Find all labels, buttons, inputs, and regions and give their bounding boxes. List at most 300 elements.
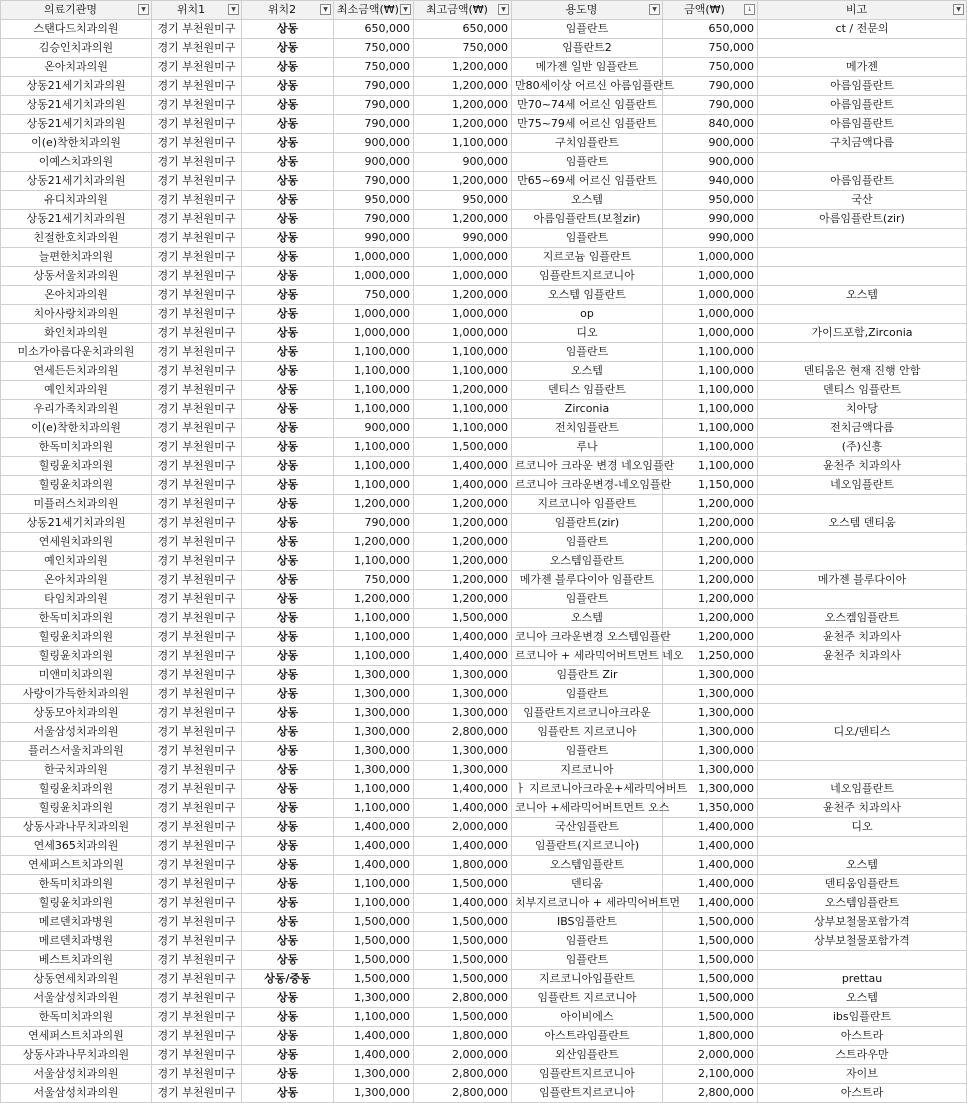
cell-price[interactable]: 1,300,000 [663,704,758,723]
cell-institution[interactable]: 상동사과나무치과의원 [1,1046,152,1065]
cell-usage[interactable]: 메가젠 일반 임플란트 [512,58,663,77]
cell-note[interactable]: 아름임플란트 [758,96,967,115]
cell-location2[interactable]: 상동 [242,96,334,115]
cell-note[interactable]: 덴티움은 현재 진행 안함 [758,362,967,381]
cell-location1[interactable]: 경기 부천원미구 [152,419,242,438]
cell-note[interactable]: 오스템 덴티움 [758,514,967,533]
cell-institution[interactable]: 힐링윤치과의원 [1,647,152,666]
cell-location1[interactable]: 경기 부천원미구 [152,685,242,704]
cell-note[interactable] [758,267,967,286]
cell-location1[interactable]: 경기 부천원미구 [152,970,242,989]
cell-min-price[interactable]: 1,000,000 [334,248,414,267]
cell-institution[interactable]: 스탠다드치과의원 [1,20,152,39]
cell-min-price[interactable]: 990,000 [334,229,414,248]
cell-location2[interactable]: 상동 [242,343,334,362]
cell-min-price[interactable]: 1,400,000 [334,856,414,875]
cell-usage[interactable]: 오스템 [512,362,663,381]
cell-institution[interactable]: 힐링윤치과의원 [1,799,152,818]
cell-usage[interactable]: 임플란트 [512,951,663,970]
cell-usage[interactable]: 전치임플란트 [512,419,663,438]
cell-location2[interactable]: 상동 [242,172,334,191]
cell-location2[interactable]: 상동 [242,115,334,134]
cell-institution[interactable]: 미소가아름다운치과의원 [1,343,152,362]
cell-price[interactable]: 1,200,000 [663,552,758,571]
cell-usage[interactable]: 르코니아 크라운변경-네오임플란 [512,476,663,495]
column-header-location1[interactable] [152,1,242,20]
cell-max-price[interactable]: 2,800,000 [414,1084,512,1103]
cell-note[interactable]: 상부보철물포함가격 [758,913,967,932]
cell-institution[interactable]: 서울삼성치과의원 [1,989,152,1008]
cell-location1[interactable]: 경기 부천원미구 [152,438,242,457]
cell-price[interactable]: 1,300,000 [663,761,758,780]
cell-location2[interactable]: 상동 [242,742,334,761]
cell-location1[interactable]: 경기 부천원미구 [152,134,242,153]
cell-institution[interactable]: 힐링윤치과의원 [1,457,152,476]
cell-institution[interactable]: 한독미치과의원 [1,438,152,457]
cell-location2[interactable]: 상동 [242,210,334,229]
cell-min-price[interactable]: 1,400,000 [334,818,414,837]
cell-institution[interactable]: 상동21세기치과의원 [1,115,152,134]
cell-note[interactable]: ibs임플란트 [758,1008,967,1027]
cell-max-price[interactable]: 1,200,000 [414,381,512,400]
cell-note[interactable]: 아스트라 [758,1027,967,1046]
cell-note[interactable]: 구치금액다름 [758,134,967,153]
cell-location1[interactable]: 경기 부천원미구 [152,20,242,39]
cell-max-price[interactable]: 1,300,000 [414,704,512,723]
cell-location1[interactable]: 경기 부천원미구 [152,191,242,210]
cell-usage[interactable]: 임플란트 [512,590,663,609]
cell-max-price[interactable]: 1,200,000 [414,210,512,229]
cell-price[interactable]: 1,100,000 [663,400,758,419]
cell-price[interactable]: 1,500,000 [663,932,758,951]
cell-max-price[interactable]: 1,500,000 [414,913,512,932]
cell-usage[interactable]: 임플란트 지르코니아 [512,723,663,742]
cell-max-price[interactable]: 1,400,000 [414,837,512,856]
cell-note[interactable]: 윤천주 치과의사 [758,647,967,666]
cell-location2[interactable]: 상동 [242,685,334,704]
cell-max-price[interactable]: 1,200,000 [414,77,512,96]
cell-max-price[interactable]: 1,000,000 [414,324,512,343]
cell-price[interactable]: 1,200,000 [663,495,758,514]
cell-location2[interactable]: 상동 [242,571,334,590]
cell-location2[interactable]: 상동 [242,362,334,381]
cell-institution[interactable]: 온아치과의원 [1,286,152,305]
cell-price[interactable]: 900,000 [663,153,758,172]
cell-min-price[interactable]: 1,000,000 [334,267,414,286]
cell-usage[interactable]: 지르코늄 임플란트 [512,248,663,267]
cell-usage[interactable]: 임플란트 [512,533,663,552]
cell-price[interactable]: 1,200,000 [663,514,758,533]
cell-institution[interactable]: 예인치과의원 [1,381,152,400]
cell-max-price[interactable]: 1,200,000 [414,115,512,134]
cell-location2[interactable]: 상동 [242,267,334,286]
cell-note[interactable]: 아름임플란트 [758,77,967,96]
cell-location2[interactable]: 상동 [242,134,334,153]
cell-institution[interactable]: 우리가족치과의원 [1,400,152,419]
cell-max-price[interactable]: 1,200,000 [414,495,512,514]
filter-dropdown-icon[interactable]: ▼ [228,4,239,15]
cell-price[interactable]: 1,500,000 [663,1008,758,1027]
cell-price[interactable]: 1,100,000 [663,438,758,457]
cell-min-price[interactable]: 1,100,000 [334,875,414,894]
cell-location1[interactable]: 경기 부천원미구 [152,628,242,647]
cell-price[interactable]: 750,000 [663,58,758,77]
cell-location1[interactable]: 경기 부천원미구 [152,723,242,742]
cell-institution[interactable]: 메르덴치과병원 [1,913,152,932]
cell-min-price[interactable]: 1,100,000 [334,381,414,400]
cell-max-price[interactable]: 900,000 [414,153,512,172]
cell-location1[interactable]: 경기 부천원미구 [152,248,242,267]
cell-usage[interactable]: 임플란트 [512,685,663,704]
cell-price[interactable]: 900,000 [663,134,758,153]
cell-price[interactable]: 1,150,000 [663,476,758,495]
cell-max-price[interactable]: 1,800,000 [414,856,512,875]
cell-usage[interactable]: 임플란트 [512,20,663,39]
cell-max-price[interactable]: 1,300,000 [414,685,512,704]
cell-location1[interactable]: 경기 부천원미구 [152,875,242,894]
cell-institution[interactable]: 힐링윤치과의원 [1,894,152,913]
cell-location2[interactable]: 상동 [242,20,334,39]
cell-institution[interactable]: 상동21세기치과의원 [1,172,152,191]
cell-location2[interactable]: 상동 [242,381,334,400]
cell-location1[interactable]: 경기 부천원미구 [152,210,242,229]
cell-price[interactable]: 990,000 [663,210,758,229]
cell-institution[interactable]: 상동사과나무치과의원 [1,818,152,837]
cell-note[interactable]: 아름임플란트 [758,115,967,134]
cell-location2[interactable]: 상동 [242,153,334,172]
cell-location2[interactable]: 상동 [242,723,334,742]
cell-usage[interactable]: 만70~74세 어르신 임플란트 [512,96,663,115]
cell-min-price[interactable]: 1,500,000 [334,913,414,932]
cell-min-price[interactable]: 1,300,000 [334,1065,414,1084]
cell-min-price[interactable]: 900,000 [334,134,414,153]
cell-institution[interactable]: 사랑이가득한치과의원 [1,685,152,704]
cell-max-price[interactable]: 1,500,000 [414,1008,512,1027]
cell-usage[interactable]: 임플란트 [512,932,663,951]
cell-max-price[interactable]: 1,500,000 [414,609,512,628]
cell-note[interactable] [758,39,967,58]
cell-max-price[interactable]: 1,400,000 [414,457,512,476]
cell-max-price[interactable]: 1,200,000 [414,96,512,115]
cell-note[interactable]: 아스트라 [758,1084,967,1103]
cell-min-price[interactable]: 1,100,000 [334,457,414,476]
cell-location1[interactable]: 경기 부천원미구 [152,1084,242,1103]
cell-location1[interactable]: 경기 부천원미구 [152,381,242,400]
cell-max-price[interactable]: 1,100,000 [414,343,512,362]
cell-usage[interactable]: 임플란트 지르코니아 [512,989,663,1008]
cell-price[interactable]: 1,400,000 [663,818,758,837]
cell-location2[interactable]: 상동 [242,894,334,913]
cell-note[interactable]: 오스템 [758,989,967,1008]
cell-note[interactable] [758,685,967,704]
cell-note[interactable] [758,742,967,761]
cell-price[interactable]: 1,300,000 [663,666,758,685]
cell-note[interactable]: 윤천주 치과의사 [758,799,967,818]
cell-location2[interactable]: 상동 [242,286,334,305]
cell-location1[interactable]: 경기 부천원미구 [152,305,242,324]
cell-location2[interactable]: 상동 [242,666,334,685]
cell-min-price[interactable]: 1,400,000 [334,837,414,856]
cell-location2[interactable]: 상동/중동 [242,970,334,989]
cell-location1[interactable]: 경기 부천원미구 [152,39,242,58]
cell-usage[interactable]: 오스템임플란트 [512,552,663,571]
cell-min-price[interactable]: 1,000,000 [334,305,414,324]
cell-usage[interactable]: 치부지르코니아 + 세라믹어버트먼 [512,894,663,913]
cell-location2[interactable]: 상동 [242,552,334,571]
cell-usage[interactable]: 오스템 [512,191,663,210]
cell-institution[interactable]: 미앤미치과의원 [1,666,152,685]
cell-location2[interactable]: 상동 [242,58,334,77]
cell-max-price[interactable]: 1,500,000 [414,438,512,457]
cell-institution[interactable]: 예인치과의원 [1,552,152,571]
cell-max-price[interactable]: 1,200,000 [414,590,512,609]
cell-institution[interactable]: 서울삼성치과의원 [1,723,152,742]
cell-note[interactable]: 아름임플란트(zir) [758,210,967,229]
cell-location2[interactable]: 상동 [242,875,334,894]
cell-usage[interactable]: 오스템 임플란트 [512,286,663,305]
cell-price[interactable]: 1,300,000 [663,685,758,704]
cell-usage[interactable]: 임플란트지르코니아 [512,1065,663,1084]
cell-price[interactable]: 990,000 [663,229,758,248]
cell-price[interactable]: 1,100,000 [663,419,758,438]
column-header-location2[interactable] [242,1,334,20]
cell-min-price[interactable]: 1,100,000 [334,609,414,628]
cell-institution[interactable]: 유디치과의원 [1,191,152,210]
cell-note[interactable] [758,761,967,780]
cell-note[interactable]: 오스켐임플란트 [758,609,967,628]
cell-location2[interactable]: 상동 [242,191,334,210]
cell-price[interactable]: 1,800,000 [663,1027,758,1046]
cell-location2[interactable]: 상동 [242,514,334,533]
cell-location1[interactable]: 경기 부천원미구 [152,153,242,172]
cell-min-price[interactable]: 1,100,000 [334,476,414,495]
cell-location2[interactable]: 상동 [242,932,334,951]
cell-institution[interactable]: 김승인치과의원 [1,39,152,58]
cell-location1[interactable]: 경기 부천원미구 [152,932,242,951]
cell-location1[interactable]: 경기 부천원미구 [152,1027,242,1046]
cell-location2[interactable]: 상동 [242,457,334,476]
cell-institution[interactable]: 연세365치과의원 [1,837,152,856]
cell-usage[interactable]: 덴티움 [512,875,663,894]
cell-note[interactable]: 상부보철물포함가격 [758,932,967,951]
cell-max-price[interactable]: 650,000 [414,20,512,39]
cell-institution[interactable]: 한독미치과의원 [1,875,152,894]
cell-note[interactable] [758,495,967,514]
cell-institution[interactable]: 연세원치과의원 [1,533,152,552]
cell-min-price[interactable]: 1,100,000 [334,780,414,799]
cell-institution[interactable]: 미플러스치과의원 [1,495,152,514]
cell-usage[interactable]: 메가젠 블루다이아 임플란트 [512,571,663,590]
cell-note[interactable]: 스트라우만 [758,1046,967,1065]
cell-max-price[interactable]: 990,000 [414,229,512,248]
cell-location2[interactable]: 상동 [242,495,334,514]
cell-price[interactable]: 1,500,000 [663,913,758,932]
cell-location2[interactable]: 상동 [242,856,334,875]
cell-location1[interactable]: 경기 부천원미구 [152,913,242,932]
cell-location1[interactable]: 경기 부천원미구 [152,1008,242,1027]
cell-location1[interactable]: 경기 부천원미구 [152,818,242,837]
cell-location2[interactable]: 상동 [242,837,334,856]
cell-min-price[interactable]: 1,100,000 [334,343,414,362]
cell-location1[interactable]: 경기 부천원미구 [152,362,242,381]
cell-location1[interactable]: 경기 부천원미구 [152,77,242,96]
cell-min-price[interactable]: 1,300,000 [334,666,414,685]
filter-dropdown-icon[interactable]: ▼ [400,4,411,15]
cell-location2[interactable]: 상동 [242,533,334,552]
cell-institution[interactable]: 친절한호치과의원 [1,229,152,248]
cell-price[interactable]: 1,100,000 [663,362,758,381]
cell-usage[interactable]: 임플란트 [512,343,663,362]
cell-price[interactable]: 2,100,000 [663,1065,758,1084]
cell-location1[interactable]: 경기 부천원미구 [152,951,242,970]
cell-note[interactable] [758,305,967,324]
cell-institution[interactable]: 이예스치과의원 [1,153,152,172]
cell-institution[interactable]: 상동21세기치과의원 [1,514,152,533]
cell-institution[interactable]: 플러스서울치과의원 [1,742,152,761]
cell-institution[interactable]: 서울삼성치과의원 [1,1084,152,1103]
cell-location1[interactable]: 경기 부천원미구 [152,533,242,552]
cell-min-price[interactable]: 1,100,000 [334,894,414,913]
column-header-note[interactable] [758,1,967,20]
cell-max-price[interactable]: 1,200,000 [414,552,512,571]
cell-institution[interactable]: 한국치과의원 [1,761,152,780]
cell-max-price[interactable]: 1,100,000 [414,362,512,381]
cell-usage[interactable]: op [512,305,663,324]
cell-max-price[interactable]: 2,800,000 [414,1065,512,1084]
cell-max-price[interactable]: 1,300,000 [414,742,512,761]
cell-note[interactable]: 국산 [758,191,967,210]
cell-usage[interactable]: 국산임플란트 [512,818,663,837]
cell-note[interactable]: 치아당 [758,400,967,419]
cell-max-price[interactable]: 1,200,000 [414,514,512,533]
cell-price[interactable]: 2,000,000 [663,1046,758,1065]
cell-usage[interactable]: 오스템 [512,609,663,628]
cell-min-price[interactable]: 750,000 [334,286,414,305]
cell-location1[interactable]: 경기 부천원미구 [152,343,242,362]
cell-location2[interactable]: 상동 [242,913,334,932]
cell-location1[interactable]: 경기 부천원미구 [152,286,242,305]
cell-note[interactable]: 아름임플란트 [758,172,967,191]
cell-min-price[interactable]: 1,100,000 [334,1008,414,1027]
cell-max-price[interactable]: 1,100,000 [414,419,512,438]
cell-min-price[interactable]: 650,000 [334,20,414,39]
cell-note[interactable]: 자이브 [758,1065,967,1084]
cell-max-price[interactable]: 1,200,000 [414,571,512,590]
cell-location2[interactable]: 상동 [242,476,334,495]
cell-price[interactable]: 1,000,000 [663,305,758,324]
cell-price[interactable]: 1,100,000 [663,457,758,476]
cell-institution[interactable]: 힐링윤치과의원 [1,780,152,799]
cell-institution[interactable]: 온아치과의원 [1,571,152,590]
cell-max-price[interactable]: 1,100,000 [414,134,512,153]
cell-min-price[interactable]: 750,000 [334,58,414,77]
cell-price[interactable]: 1,100,000 [663,381,758,400]
cell-location2[interactable]: 상동 [242,229,334,248]
cell-note[interactable]: 네오임플란트 [758,780,967,799]
cell-price[interactable]: 1,500,000 [663,970,758,989]
cell-usage[interactable]: 지르코니아 임플란트 [512,495,663,514]
cell-location2[interactable]: 상동 [242,951,334,970]
cell-note[interactable] [758,837,967,856]
cell-min-price[interactable]: 900,000 [334,153,414,172]
cell-usage[interactable]: 만75~79세 어르신 임플란트 [512,115,663,134]
cell-price[interactable]: 1,250,000 [663,647,758,666]
cell-price[interactable]: 1,350,000 [663,799,758,818]
cell-price[interactable]: 790,000 [663,77,758,96]
cell-price[interactable]: 1,200,000 [663,571,758,590]
cell-usage[interactable]: 르코니아 + 세라믹어버트먼트 네오 [512,647,663,666]
cell-price[interactable]: 950,000 [663,191,758,210]
cell-max-price[interactable]: 1,000,000 [414,267,512,286]
cell-location1[interactable]: 경기 부천원미구 [152,552,242,571]
cell-location1[interactable]: 경기 부천원미구 [152,96,242,115]
cell-price[interactable]: 1,500,000 [663,989,758,1008]
cell-location2[interactable]: 상동 [242,780,334,799]
cell-max-price[interactable]: 1,500,000 [414,970,512,989]
cell-max-price[interactable]: 1,400,000 [414,628,512,647]
cell-location1[interactable]: 경기 부천원미구 [152,704,242,723]
cell-usage[interactable]: 만80세이상 어르신 아름임플란트 [512,77,663,96]
cell-institution[interactable]: 화인치과의원 [1,324,152,343]
cell-note[interactable] [758,248,967,267]
cell-price[interactable]: 1,200,000 [663,609,758,628]
cell-location1[interactable]: 경기 부천원미구 [152,666,242,685]
cell-location1[interactable]: 경기 부천원미구 [152,989,242,1008]
cell-location1[interactable]: 경기 부천원미구 [152,571,242,590]
cell-price[interactable]: 940,000 [663,172,758,191]
cell-note[interactable]: 전치금액다름 [758,419,967,438]
cell-min-price[interactable]: 1,300,000 [334,761,414,780]
cell-min-price[interactable]: 1,100,000 [334,647,414,666]
sort-ascending-icon[interactable]: ↓ [744,4,755,15]
cell-min-price[interactable]: 790,000 [334,514,414,533]
cell-usage[interactable]: 코니아 +세라믹어버트먼트 오스 [512,799,663,818]
cell-note[interactable]: 오스템 [758,286,967,305]
cell-institution[interactable]: 상동21세기치과의원 [1,210,152,229]
cell-max-price[interactable]: 1,300,000 [414,666,512,685]
cell-price[interactable]: 1,400,000 [663,856,758,875]
cell-note[interactable]: (주)신흥 [758,438,967,457]
cell-max-price[interactable]: 1,100,000 [414,400,512,419]
cell-min-price[interactable]: 1,200,000 [334,590,414,609]
cell-usage[interactable]: 지르코니아 [512,761,663,780]
cell-location1[interactable]: 경기 부천원미구 [152,780,242,799]
cell-min-price[interactable]: 1,400,000 [334,1027,414,1046]
cell-institution[interactable]: 치아사랑치과의원 [1,305,152,324]
filter-dropdown-icon[interactable]: ▼ [138,4,149,15]
cell-location2[interactable]: 상동 [242,628,334,647]
cell-min-price[interactable]: 1,400,000 [334,1046,414,1065]
cell-usage[interactable]: 디오 [512,324,663,343]
cell-min-price[interactable]: 1,500,000 [334,970,414,989]
cell-note[interactable] [758,153,967,172]
cell-location2[interactable]: 상동 [242,1065,334,1084]
cell-max-price[interactable]: 750,000 [414,39,512,58]
cell-price[interactable]: 1,500,000 [663,951,758,970]
cell-max-price[interactable]: 1,200,000 [414,286,512,305]
cell-note[interactable]: ct / 전문의 [758,20,967,39]
cell-location1[interactable]: 경기 부천원미구 [152,1046,242,1065]
cell-location2[interactable]: 상동 [242,989,334,1008]
cell-institution[interactable]: 상동연세치과의원 [1,970,152,989]
cell-max-price[interactable]: 1,400,000 [414,799,512,818]
cell-location1[interactable]: 경기 부천원미구 [152,324,242,343]
cell-max-price[interactable]: 1,200,000 [414,172,512,191]
column-header-min-price[interactable] [334,1,414,20]
cell-location1[interactable]: 경기 부천원미구 [152,894,242,913]
cell-location1[interactable]: 경기 부천원미구 [152,229,242,248]
cell-note[interactable]: 디오/덴티스 [758,723,967,742]
